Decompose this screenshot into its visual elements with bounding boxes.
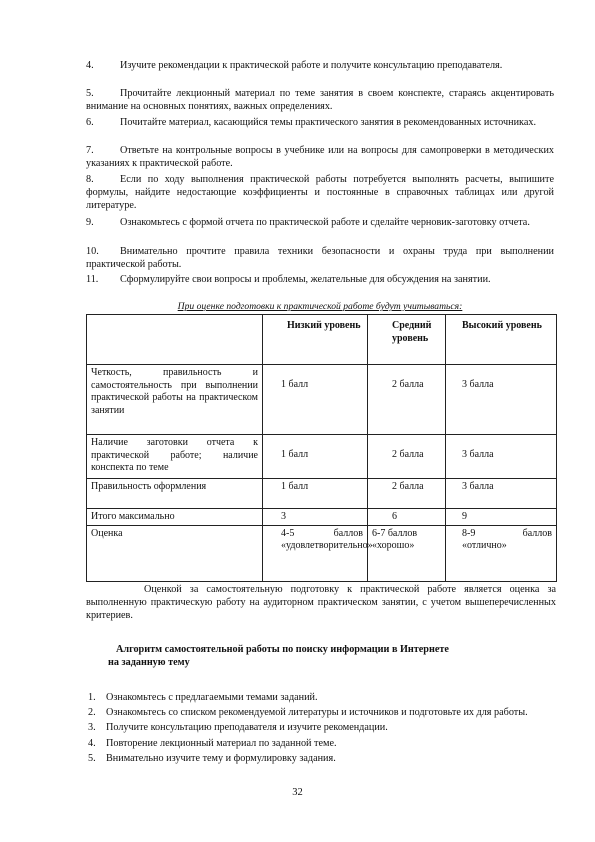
score-low-cell: 1 балл bbox=[263, 435, 368, 479]
recommendation-item bbox=[86, 273, 554, 286]
table-row bbox=[87, 479, 557, 509]
step-text: Получите консультацию преподавателя и изучите рекомендации. bbox=[106, 722, 388, 734]
item-number: 9. bbox=[86, 217, 94, 228]
score-low-cell: 3 bbox=[263, 509, 368, 526]
step-text: Ознакомьтесь с предлагаемыми темами заданий. bbox=[106, 692, 318, 703]
table-header-empty bbox=[87, 315, 263, 365]
table-caption: При оценке подготовки к практической работе будут учитываться: bbox=[177, 301, 463, 312]
heading-line-2: на заданную тему bbox=[108, 657, 190, 669]
header-mid-text: Средний уровень bbox=[392, 320, 432, 344]
item-number: 8. bbox=[86, 174, 94, 185]
score-high-cell: 3 балла bbox=[446, 435, 557, 479]
recommendation-item bbox=[86, 144, 554, 170]
item-text: Ознакомьтесь с формой отчета по практической работе и сделайте черновик-заготовку отчета. bbox=[120, 217, 530, 228]
list-item bbox=[86, 721, 556, 734]
criterion-cell: Оценка bbox=[87, 525, 263, 581]
heading-line-1: Алгоритм самостоятельной работы по поиску информации в Интернете bbox=[116, 644, 449, 655]
table-header-high bbox=[446, 315, 557, 365]
grade-low-cell: 4-5 баллов «удовлетворительно» bbox=[263, 525, 368, 581]
table-row bbox=[87, 365, 557, 435]
table-row bbox=[87, 509, 557, 526]
grade-mid-cell: 6-7 баллов «хорошо» bbox=[368, 525, 446, 581]
item-text: Сформулируйте свои вопросы и проблемы, желательные для обсуждения на занятии. bbox=[120, 274, 491, 285]
item-text: Ответьте на контрольные вопросы в учебнике или на вопросы для самопроверки в методических указаниях к практической работе. bbox=[86, 145, 554, 170]
criterion-cell: Итого максимально bbox=[87, 509, 263, 526]
recommendation-item bbox=[86, 173, 554, 213]
score-mid-cell: 2 балла bbox=[368, 365, 446, 435]
item-number: 5. bbox=[86, 88, 94, 99]
score-mid-cell: 2 балла bbox=[368, 435, 446, 479]
item-number: 10. bbox=[86, 246, 99, 257]
step-number: 4. bbox=[88, 737, 96, 749]
item-number: 6. bbox=[86, 117, 94, 128]
recommendation-item bbox=[86, 59, 554, 72]
step-text: Ознакомьтесь со списком рекомендуемой литературы и источников и подготовьте их для работы. bbox=[106, 707, 528, 719]
list-item bbox=[86, 752, 556, 765]
table-header-mid bbox=[368, 315, 446, 365]
table-header-low bbox=[263, 315, 368, 365]
item-text: Почитайте материал, касающийся темы практического занятия в рекомендованных источниках. bbox=[120, 117, 536, 128]
list-item bbox=[86, 737, 556, 750]
assessment-text: Оценкой за самостоятельную подготовку к практической работе является оценка за выполненную практическую работу на аудиторном практическом занятии, с учетом вышеперечисленных критериев. bbox=[86, 584, 556, 622]
score-mid-cell: 2 балла bbox=[368, 479, 446, 509]
step-number: 1. bbox=[88, 692, 96, 703]
step-number: 2. bbox=[88, 707, 96, 719]
criterion-cell: Правильность оформления bbox=[87, 479, 263, 509]
list-item bbox=[86, 691, 556, 704]
step-text: Повторение лекционный материал по заданной теме. bbox=[106, 737, 337, 749]
item-text: Изучите рекомендации к практической работе и получите консультацию преподавателя. bbox=[120, 60, 503, 71]
criterion-cell: Четкость, правильность и самостоятельность при выполнении практической работы на практическом занятии bbox=[87, 365, 263, 435]
recommendation-item bbox=[86, 245, 554, 271]
algorithm-steps bbox=[86, 691, 556, 767]
item-text: Внимательно прочтите правила техники безопасности и охраны труда при выполнении практической работы. bbox=[86, 246, 554, 271]
table-row bbox=[87, 435, 557, 479]
list-item bbox=[86, 706, 556, 719]
recommendation-item bbox=[86, 87, 554, 113]
recommendation-item bbox=[86, 116, 554, 129]
step-text: Внимательно изучите тему и формулировку задания. bbox=[106, 752, 336, 764]
item-number: 7. bbox=[86, 145, 94, 156]
score-high-cell: 9 bbox=[446, 509, 557, 526]
score-high-cell: 3 балла bbox=[446, 479, 557, 509]
step-number: 5. bbox=[88, 752, 96, 764]
page-number: 32 bbox=[292, 787, 303, 798]
item-text: Прочитайте лекционный материал по теме занятия в своем конспекте, стараясь акцентировать внимание на основных понятиях, важных определениях. bbox=[86, 88, 554, 113]
item-number: 4. bbox=[86, 60, 94, 71]
table-header-row bbox=[87, 315, 557, 365]
recommendation-item bbox=[86, 216, 554, 229]
item-number: 11. bbox=[86, 274, 99, 285]
table-row bbox=[87, 525, 557, 581]
item-text: Если по ходу выполнения практической работы потребуется выполнять расчеты, выпишите формулы, найдите недостающие коэффициенты и постоянные в справочных таблицах или другой литературе. bbox=[86, 174, 554, 212]
score-low-cell: 1 балл bbox=[263, 479, 368, 509]
step-number: 3. bbox=[88, 722, 96, 734]
header-low-text: Низкий уровень bbox=[287, 320, 361, 331]
score-low-cell: 1 балл bbox=[263, 365, 368, 435]
score-high-cell: 3 балла bbox=[446, 365, 557, 435]
header-high-text: Высокий уровень bbox=[462, 320, 542, 331]
assessment-paragraph bbox=[86, 583, 556, 623]
score-mid-cell: 6 bbox=[368, 509, 446, 526]
algorithm-heading bbox=[108, 643, 548, 669]
criterion-cell: Наличие заготовки отчета к практической работе; наличие конспекта по теме bbox=[87, 435, 263, 479]
grade-high-cell: 8-9 баллов «отлично» bbox=[446, 525, 557, 581]
criteria-table bbox=[86, 314, 557, 582]
